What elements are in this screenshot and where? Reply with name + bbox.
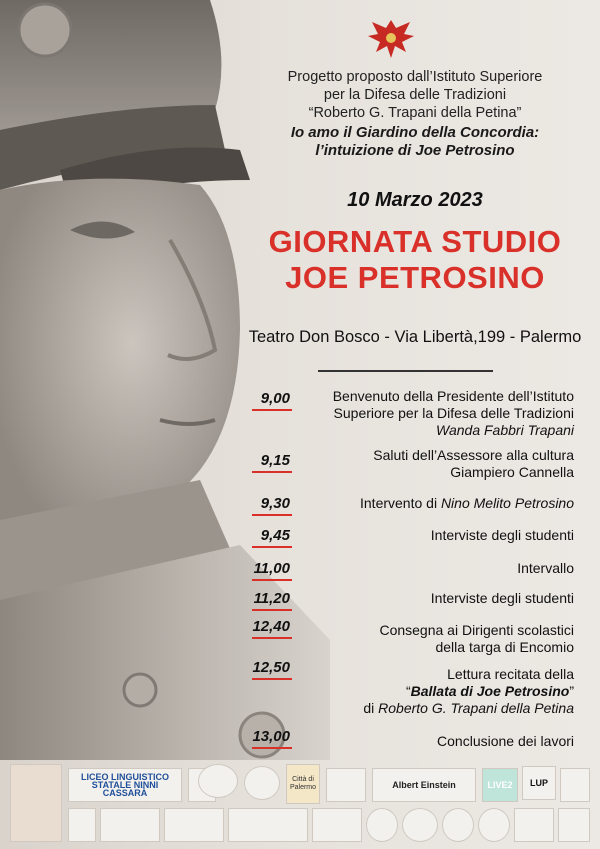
association-logo: [228, 808, 308, 842]
lup-logo: LUP: [522, 766, 556, 800]
program-desc-line: Superiore per la Difesa delle Tradizioni: [333, 405, 574, 421]
program-desc-prefix: di: [363, 700, 379, 716]
motto-line-2: l’intuizione di Joe Petrosino: [315, 142, 515, 159]
program-desc: [299, 622, 574, 656]
program-desc-line: Saluti dell’Assessore alla cultura: [373, 447, 574, 463]
intro-line-2: per la Difesa delle Tradizioni: [323, 87, 507, 103]
lions-logo: [442, 808, 474, 842]
round-seal-logo: [402, 808, 438, 842]
program-desc: [299, 388, 574, 439]
round-seal-logo: [244, 766, 280, 800]
sponsor-logo: [560, 768, 590, 802]
program-desc: [299, 666, 574, 717]
program-desc: Intervallo: [517, 560, 574, 576]
ballata-title: Ballata di Joe Petrosino: [410, 683, 570, 699]
program-desc-italic: Nino Melito Petrosino: [440, 495, 574, 511]
program-desc-line: Consegna ai Dirigenti scolastici: [379, 622, 574, 638]
round-seal-logo: [366, 808, 398, 842]
program-time: 9,30: [240, 495, 290, 512]
citta-di-palermo-logo: [286, 764, 320, 804]
albert-einstein-logo: Albert Einstein: [372, 768, 476, 802]
event-title-line-2: JOE PETROSINO: [285, 260, 545, 295]
event-date: 10 Marzo 2023: [347, 189, 483, 211]
association-logo: [100, 808, 160, 842]
program-desc-line: Lettura recitata della: [447, 666, 574, 682]
quote-mark: “: [405, 683, 411, 699]
event-title-line-1: GIORNATA STUDIO: [268, 224, 562, 259]
intro-line-3: “Roberto G. Trapani della Petina”: [308, 105, 522, 121]
intro-line-1: Progetto proposto dall’Istituto Superiore: [287, 69, 543, 85]
program-time: 9,00: [240, 390, 290, 407]
book-cover-logo: [10, 764, 62, 842]
program-time: 12,40: [240, 618, 290, 635]
liceo-ninni-cassara-logo: LICEO LINGUISTICO STATALE NINNI CASSARÀ: [68, 768, 182, 802]
citta-di-palermo-text: Città di Palermo: [289, 776, 317, 791]
map-logo: [558, 808, 590, 842]
double-headed-eagle-crest-icon: [366, 14, 416, 60]
coat-of-arms-logo: [68, 808, 96, 842]
program-desc: [299, 447, 574, 481]
program-time: 12,50: [240, 659, 290, 676]
program-time: 11,20: [240, 590, 290, 607]
program-desc: Interviste degli studenti: [430, 590, 574, 606]
program-desc-line: Benvenuto della Presidente dell’Istituto: [332, 388, 574, 404]
program-desc: Conclusione dei lavori: [437, 733, 574, 749]
event-title: [245, 224, 585, 296]
program-desc-italic: Wanda Fabbri Trapani: [436, 422, 574, 438]
association-logo: [164, 808, 224, 842]
program-time: 9,45: [240, 527, 290, 544]
sponsor-logo: [514, 808, 554, 842]
quote-mark: ”: [569, 683, 574, 699]
program-desc-line: Giampiero Cannella: [450, 464, 574, 480]
program-time: 11,00: [240, 560, 290, 577]
program-desc: [299, 495, 574, 512]
program-desc-italic: Roberto G. Trapani della Petina: [378, 700, 574, 716]
live2-logo: LIVE2: [482, 768, 518, 802]
round-seal-logo: [478, 808, 510, 842]
program-desc: Interviste degli studenti: [430, 527, 574, 543]
program-desc-line: della targa di Encomio: [435, 639, 574, 655]
venue: Teatro Don Bosco - Via Libertà,199 - Palermo: [248, 328, 582, 346]
intro-block: [245, 68, 585, 122]
divider: [318, 370, 493, 372]
round-emblem-logo: [198, 764, 238, 798]
sponsor-logo: [312, 808, 362, 842]
sponsor-logo: [326, 768, 366, 802]
sponsor-logos: [8, 762, 594, 846]
motto-block: [245, 124, 585, 160]
program-desc-prefix: Intervento di: [360, 495, 441, 511]
program-time: 9,15: [240, 452, 290, 469]
program-time: 13,00: [240, 728, 290, 745]
motto-line-1: Io amo il Giardino della Concordia:: [290, 124, 540, 141]
